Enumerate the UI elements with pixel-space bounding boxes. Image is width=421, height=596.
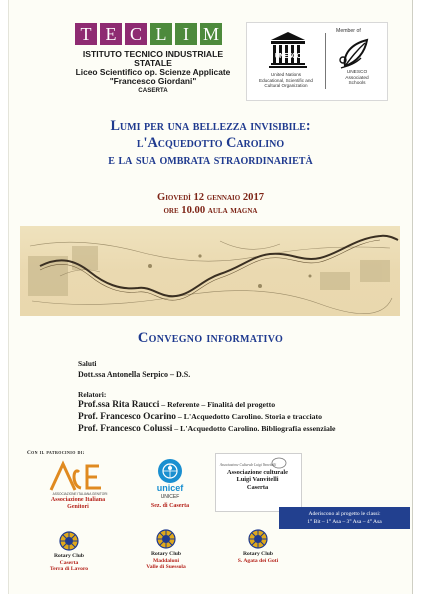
patrocinio-label: Con il patrocinio di:	[27, 450, 85, 456]
unesco-logo-box	[246, 22, 388, 101]
unesco-caption-line: Educational, Scientific and	[259, 77, 313, 83]
speaker-row	[78, 400, 275, 410]
age-caption	[37, 497, 119, 512]
unesco-caption-line: United Nations	[270, 72, 302, 77]
convegno-heading: Convegno informativo	[137, 330, 284, 346]
speaker-name: Prof. Francesco Colussi	[78, 424, 173, 434]
rotary-caption	[223, 551, 293, 564]
teclim-letter: I	[175, 23, 197, 45]
rotary-caption-line: Valle di Suessola	[146, 564, 186, 571]
relatori-heading: Relatori:	[78, 390, 107, 399]
institute-line: "Francesco Giordani"	[109, 76, 197, 86]
speaker-topic: – L'Acquedotto Carolino. Bibliografia essenziale	[172, 424, 336, 433]
rotary-caption-line: Rotary Club	[54, 553, 84, 559]
teclim-letter: T	[75, 23, 97, 45]
poster-page	[9, 0, 412, 594]
unicef-sub: UNICEF	[160, 494, 180, 500]
event-date-line: ore 10.00 aula magna	[163, 205, 258, 216]
institute-line: Liceo Scientifico op. Scienze Applicate	[75, 67, 231, 77]
svg-text:UNESCO: UNESCO	[274, 53, 302, 60]
institute-line: ISTITUTO TECNICO INDUSTRIALE STATALE	[82, 49, 224, 68]
rotary-wheel-icon	[59, 531, 79, 551]
unesco-caption	[251, 72, 321, 89]
age-caption-line: Associazione Italiana	[50, 497, 106, 503]
event-title-line: e la sua ombrata straordinarietà	[108, 152, 313, 168]
event-title-line: Lumi per una bellezza invisibile:	[110, 118, 311, 134]
participating-classes-line: 1° Bit – 1° Asa – 3° Asa – 4° Asa	[307, 519, 382, 525]
unesco-divider	[325, 33, 326, 89]
rotary-caption-line: Caserta	[59, 559, 79, 566]
rotary-caption-line: Terra di Lavoro	[49, 566, 89, 573]
rotary-wheel-icon	[156, 529, 176, 549]
vanvitelli-caption-line: Luigi Vanvitelli	[236, 476, 279, 484]
rotary-caption	[37, 553, 101, 573]
rotary-caption-line: Rotary Club	[151, 551, 181, 557]
speaker-topic: – L'Acquedotto Carolino. Storia e tracciato	[175, 412, 323, 421]
aspnet-leaf-icon	[337, 36, 375, 70]
rotary-caption-line: S. Agata dei Goti	[237, 557, 279, 564]
unicef-logo	[152, 457, 188, 501]
vanvitelli-caption-line: Associazione culturale	[227, 469, 288, 476]
unicef-caption: Sez. di Caserta	[150, 503, 190, 509]
vanvitelli-logo-text: Associazione Culturale Luigi Vanvitelli	[219, 463, 277, 467]
age-caption-line: Genitori	[67, 504, 89, 511]
event-date-line: Giovedì 12 gennaio 2017	[156, 192, 265, 203]
saluti-speaker: Dott.ssa Antonella Serpico – D.S.	[78, 370, 191, 379]
member-of-label: Member of	[336, 28, 361, 34]
saluti-heading: Saluti	[78, 359, 97, 368]
event-title-line: l'Acquedotto Carolino	[136, 135, 285, 151]
unesco-caption-line: Cultural Organization	[264, 83, 308, 89]
participating-classes-note	[279, 507, 410, 529]
unicef-word: unicef	[156, 483, 184, 493]
age-logo-sub: ASSOCIAZIONE ITALIANA GENITORI	[52, 492, 108, 496]
institute-line: CASERTA	[138, 87, 168, 94]
teclim-logo	[75, 23, 241, 45]
school-header	[65, 23, 241, 101]
aqueduct-route-drawing	[20, 226, 400, 316]
aspnet-caption-line: Associated	[345, 75, 369, 81]
teclim-letter: C	[125, 23, 147, 45]
unesco-temple-icon	[269, 30, 307, 70]
aspnet-caption-line: Schools	[348, 81, 366, 87]
teclim-letter: M	[200, 23, 222, 45]
aqueduct-map-image	[20, 226, 400, 316]
speaker-topic: – Referente – Finalità del progetto	[159, 400, 276, 409]
rotary-caption-line: Maddaloni	[152, 557, 180, 564]
aspnet-caption	[333, 70, 381, 87]
rotary-caption-line: Rotary Club	[243, 551, 273, 557]
teclim-letter: E	[100, 23, 122, 45]
teclim-letter: L	[150, 23, 172, 45]
institute-name	[65, 50, 241, 95]
speaker-row	[78, 412, 322, 422]
event-date	[9, 191, 412, 217]
rotary-wheel-icon	[248, 529, 268, 549]
speaker-row	[78, 424, 336, 434]
participating-classes-line: Aderiscono al progetto le classi:	[308, 511, 381, 517]
event-title	[9, 118, 412, 169]
rotary-caption	[133, 551, 199, 571]
speaker-name: Prof.ssa Rita Raucci	[78, 400, 160, 410]
vanvitelli-caption	[215, 469, 300, 491]
speaker-name: Prof. Francesco Ocarino	[78, 412, 176, 422]
age-logo	[49, 460, 111, 496]
aspnet-caption-line: UNESCO	[346, 70, 368, 75]
vanvitelli-caption-line: Caserta	[246, 483, 269, 491]
